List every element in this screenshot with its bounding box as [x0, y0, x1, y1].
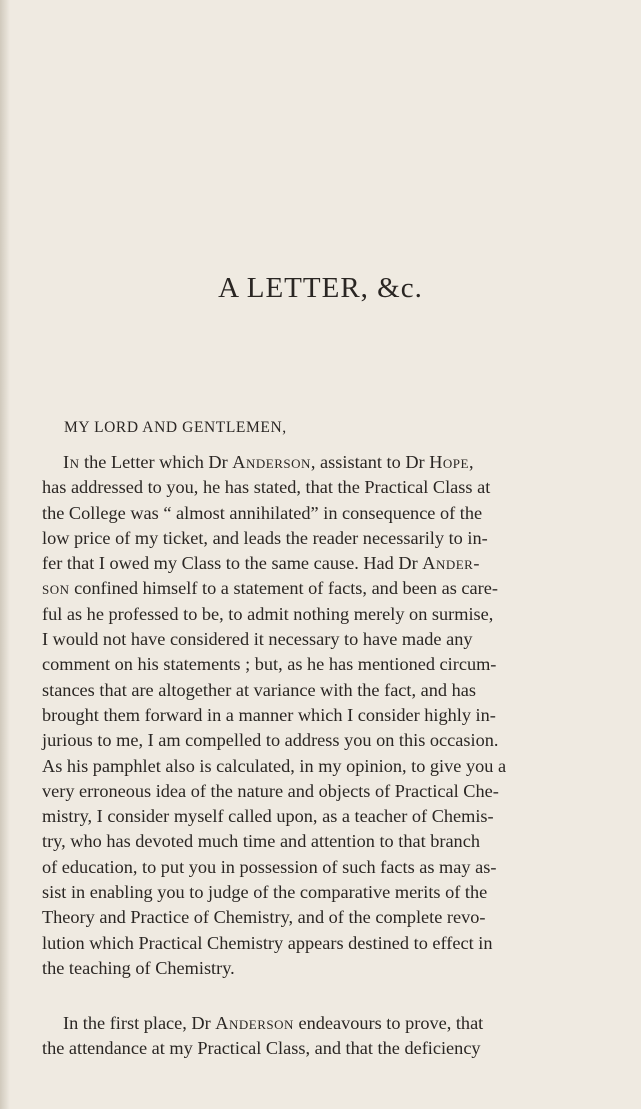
text-line: fer that I owed my Class to the same cause. Had Dr Ander- [42, 553, 480, 574]
paragraph-2 [42, 1011, 600, 1062]
text-line: son confined himself to a statement of facts, and been as care- [42, 578, 498, 599]
text-line: very erroneous idea of the nature and objects of Practical Che- [42, 780, 499, 801]
text-line: In the first place, Dr Anderson endeavours to prove, that [63, 1013, 484, 1033]
text-line: Theory and Practice of Chemistry, and of the complete revo- [42, 907, 486, 928]
text-line: ful as he professed to be, to admit nothing merely on surmise, [42, 603, 494, 624]
text-line: of education, to put you in possession of such facts as may as- [42, 856, 497, 877]
paragraph-1 [42, 450, 600, 981]
text-line: I would not have considered it necessary to have made any [42, 629, 473, 650]
text-line: lution which Practical Chemistry appears destined to effect in [42, 932, 493, 953]
text-line: jurious to me, I am compelled to address you on this occasion. [42, 730, 499, 751]
page-binding-shadow [0, 0, 10, 1109]
text-line: the teaching of Chemistry. [42, 957, 235, 978]
text-line: mistry, I consider myself called upon, as a teacher of Chemis- [42, 806, 494, 827]
text-line: brought them forward in a manner which I consider highly in- [42, 704, 496, 725]
text-line: stances that are altogether at variance with the fact, and has [42, 679, 476, 700]
page-title: A LETTER, &c. [218, 272, 423, 304]
text-line: As his pamphlet also is calculated, in my opinion, to give you a [42, 755, 507, 776]
text-line: try, who has devoted much time and attention to that branch [42, 831, 480, 852]
text-line: low price of my ticket, and leads the reader necessarily to in- [42, 527, 488, 548]
text-line: has addressed to you, he has stated, that the Practical Class at [42, 477, 491, 498]
text-line: comment on his statements ; but, as he has mentioned circum- [42, 654, 497, 675]
salutation: MY LORD AND GENTLEMEN, [64, 419, 287, 436]
text-line: sist in enabling you to judge of the comparative merits of the [42, 882, 488, 903]
text-line: In the Letter which Dr Anderson, assistant to Dr Hope, [63, 452, 474, 472]
text-line: the College was “ almost annihilated” in consequence of the [42, 502, 483, 523]
text-line: the attendance at my Practical Class, and that the deficiency [42, 1038, 481, 1059]
